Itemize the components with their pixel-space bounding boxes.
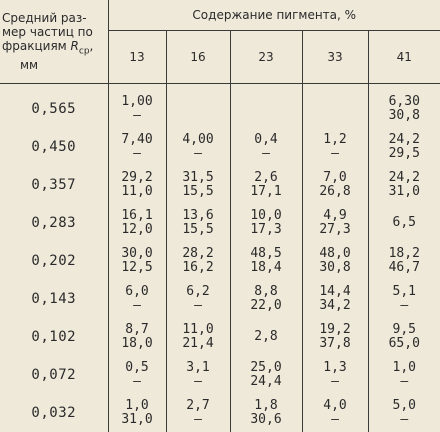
particle-size-cell: 0,357	[0, 166, 108, 204]
value-bottom: —	[167, 299, 230, 313]
value-bottom: —	[167, 413, 230, 427]
particle-size-cell: 0,450	[0, 128, 108, 166]
value-cell	[166, 318, 230, 356]
value-bottom: 21,4	[167, 337, 230, 351]
value-top: 1,8	[231, 399, 302, 413]
value-cell	[368, 166, 440, 204]
row-header-line-3: фракциям $R_{ср}$,	[2, 39, 108, 58]
value-top: 10,0	[231, 209, 302, 223]
column-header-pigment-2: 23	[230, 31, 302, 84]
value-top: 3,1	[167, 361, 230, 375]
table-row	[0, 128, 440, 166]
value-top: 14,4	[303, 285, 368, 299]
value-cell	[368, 318, 440, 356]
table-row	[0, 242, 440, 280]
value-top: 0,5	[109, 361, 166, 375]
column-header-pigment-1: 16	[166, 31, 230, 84]
particle-size-cell: 0,565	[0, 84, 108, 129]
value-top: 11,0	[167, 323, 230, 337]
value-top: 4,0	[303, 399, 368, 413]
value-bottom: 27,3	[303, 223, 368, 237]
value-bottom: 12,5	[109, 261, 166, 275]
value-cell	[368, 242, 440, 280]
pigment-content-group-header: Содержание пигмента, %	[108, 0, 440, 31]
value-cell	[368, 84, 440, 129]
value-cell	[230, 166, 302, 204]
value-cell	[302, 204, 368, 242]
value-top: 1,0	[109, 399, 166, 413]
value-bottom: —	[109, 147, 166, 161]
value-cell	[108, 84, 166, 129]
value-cell	[368, 204, 440, 242]
value-bottom: —	[167, 375, 230, 389]
value-cell	[230, 84, 302, 129]
value-cell	[166, 204, 230, 242]
column-header-pigment-3: 33	[302, 31, 368, 84]
value-cell	[230, 204, 302, 242]
value-bottom: 46,7	[369, 261, 440, 275]
value-cell	[368, 394, 440, 432]
value-top: 28,2	[167, 247, 230, 261]
value-cell	[108, 128, 166, 166]
value-cell	[230, 318, 302, 356]
column-header-pigment-4: 41	[368, 31, 440, 84]
value-top: 1,3	[303, 361, 368, 375]
value-bottom: 37,8	[303, 337, 368, 351]
value-bottom: 24,4	[231, 375, 302, 389]
particle-size-cell: 0,202	[0, 242, 108, 280]
value-cell	[108, 280, 166, 318]
value-bottom: —	[369, 299, 440, 313]
value-cell	[108, 204, 166, 242]
row-header-line-2: мер частиц по	[2, 25, 108, 39]
value-cell	[108, 394, 166, 432]
row-header-line-1: Средний раз-	[2, 11, 108, 25]
value-top: 48,0	[303, 247, 368, 261]
table-row	[0, 356, 440, 394]
row-header-particle-size	[0, 0, 108, 84]
value-bottom: 15,5	[167, 185, 230, 199]
particle-size-cell: 0,102	[0, 318, 108, 356]
value-bottom: —	[109, 375, 166, 389]
value-cell	[230, 128, 302, 166]
table-row	[0, 318, 440, 356]
value-top: 6,5	[369, 216, 440, 230]
table-row	[0, 394, 440, 432]
value-top: 31,5	[167, 171, 230, 185]
value-cell	[108, 242, 166, 280]
value-top: 16,1	[109, 209, 166, 223]
value-top: 6,0	[109, 285, 166, 299]
particle-size-cell: 0,032	[0, 394, 108, 432]
value-cell	[166, 242, 230, 280]
value-bottom: 18,0	[109, 337, 166, 351]
value-cell	[302, 84, 368, 129]
value-cell	[302, 166, 368, 204]
value-top: 5,1	[369, 285, 440, 299]
value-cell	[166, 280, 230, 318]
particle-size-cell: 0,072	[0, 356, 108, 394]
value-top: 18,2	[369, 247, 440, 261]
value-cell	[108, 356, 166, 394]
value-cell	[108, 318, 166, 356]
value-bottom: 30,6	[231, 413, 302, 427]
value-top: 8,8	[231, 285, 302, 299]
value-cell	[302, 356, 368, 394]
value-bottom: —	[231, 147, 302, 161]
value-bottom: 65,0	[369, 337, 440, 351]
value-top: 1,00	[109, 95, 166, 109]
value-bottom: 11,0	[109, 185, 166, 199]
value-bottom: 16,2	[167, 261, 230, 275]
value-cell	[230, 280, 302, 318]
value-top: 5,0	[369, 399, 440, 413]
value-cell	[230, 394, 302, 432]
value-bottom: 15,5	[167, 223, 230, 237]
value-top: 7,40	[109, 133, 166, 147]
value-cell	[368, 280, 440, 318]
value-bottom: 31,0	[369, 185, 440, 199]
value-bottom: 26,8	[303, 185, 368, 199]
value-cell	[166, 166, 230, 204]
table-row	[0, 166, 440, 204]
value-bottom: 29,5	[369, 147, 440, 161]
value-bottom: 17,3	[231, 223, 302, 237]
value-top: 8,7	[109, 323, 166, 337]
value-top: 19,2	[303, 323, 368, 337]
table-row	[0, 204, 440, 242]
value-cell	[108, 166, 166, 204]
value-cell	[302, 128, 368, 166]
value-top: 24,2	[369, 133, 440, 147]
value-top: 1,0	[369, 361, 440, 375]
value-top: 13,6	[167, 209, 230, 223]
value-cell	[230, 242, 302, 280]
value-cell	[302, 318, 368, 356]
value-cell	[166, 128, 230, 166]
value-top: 25,0	[231, 361, 302, 375]
value-bottom: —	[303, 147, 368, 161]
table-row	[0, 84, 440, 129]
value-bottom: 30,8	[303, 261, 368, 275]
value-top: 2,7	[167, 399, 230, 413]
value-top: 6,2	[167, 285, 230, 299]
column-header-pigment-0: 13	[108, 31, 166, 84]
value-top: 4,00	[167, 133, 230, 147]
value-bottom: —	[303, 375, 368, 389]
value-bottom: —	[109, 299, 166, 313]
value-bottom: —	[369, 375, 440, 389]
value-cell	[166, 356, 230, 394]
value-bottom: —	[369, 413, 440, 427]
value-bottom: 18,4	[231, 261, 302, 275]
value-bottom: —	[167, 147, 230, 161]
value-bottom: 30,8	[369, 109, 440, 123]
value-cell	[302, 394, 368, 432]
value-top: 30,0	[109, 247, 166, 261]
value-top: 7,0	[303, 171, 368, 185]
value-top: 6,30	[369, 95, 440, 109]
particle-size-cell: 0,143	[0, 280, 108, 318]
value-cell	[302, 280, 368, 318]
value-cell	[230, 356, 302, 394]
value-bottom: 22,0	[231, 299, 302, 313]
value-cell	[368, 356, 440, 394]
value-bottom: 31,0	[109, 413, 166, 427]
value-top: 0,4	[231, 133, 302, 147]
value-bottom: 12,0	[109, 223, 166, 237]
value-top: 2,6	[231, 171, 302, 185]
value-cell	[166, 394, 230, 432]
particle-size-cell: 0,283	[0, 204, 108, 242]
value-top: 24,2	[369, 171, 440, 185]
value-top: 2,8	[231, 330, 302, 344]
value-top: 4,9	[303, 209, 368, 223]
value-top: 9,5	[369, 323, 440, 337]
value-bottom: —	[303, 413, 368, 427]
value-bottom: —	[109, 109, 166, 123]
value-top: 1,2	[303, 133, 368, 147]
value-cell	[302, 242, 368, 280]
table-row	[0, 280, 440, 318]
value-cell	[368, 128, 440, 166]
value-bottom: 34,2	[303, 299, 368, 313]
value-cell	[166, 84, 230, 129]
value-top: 29,2	[109, 171, 166, 185]
value-top: 48,5	[231, 247, 302, 261]
row-header-line-4: мм	[2, 58, 108, 72]
value-bottom: 17,1	[231, 185, 302, 199]
